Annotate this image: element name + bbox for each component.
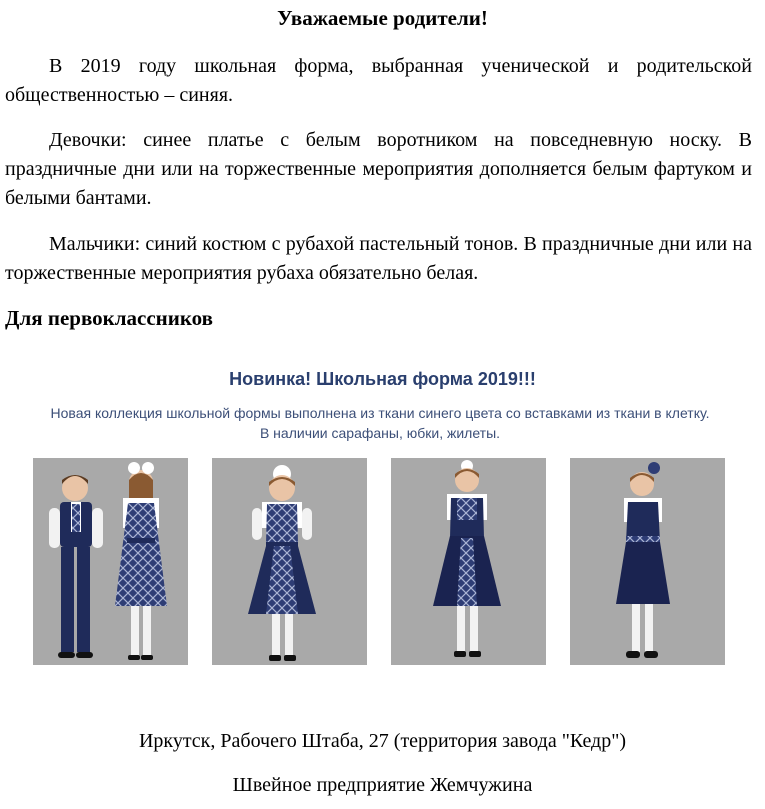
uniform-photo-navy-dress bbox=[570, 458, 725, 665]
banner-description: Новая коллекция школьной формы выполнена из ткани синего цвета со вставками из ткани в клетку. В наличии сарафаны, юбки, жилеты. bbox=[50, 405, 710, 441]
first-graders-heading: Для первоклассников bbox=[5, 306, 214, 330]
uniform-photo-boy-girl bbox=[33, 458, 188, 665]
uniform-photo-navy-sarafan bbox=[391, 458, 546, 665]
company-name: Швейное предприятие Жемчужина bbox=[232, 774, 533, 796]
uniform-photo-plaid-sarafan bbox=[212, 458, 367, 665]
girls-paragraph: Девочки: синее платье с белым воротником на повседневную носку. В праздничные дни или на торжественные мероприятия дополняется белым фартуком и белыми бантами. bbox=[5, 129, 752, 209]
banner-title: Новинка! Школьная форма 2019!!! bbox=[229, 369, 536, 389]
address-text: Иркутск, Рабочего Штаба, 27 (территория завода "Кедр") bbox=[138, 730, 627, 752]
intro-paragraph: В 2019 году школьная форма, выбранная ученической и родительской общественностью – синяя. bbox=[5, 55, 752, 106]
page-title: Уважаемые родители! bbox=[277, 6, 488, 30]
boys-paragraph: Мальчики: синий костюм с рубахой пастельный тонов. В праздничные дни или на торжественные мероприятия рубаха обязательно белая. bbox=[5, 233, 752, 284]
